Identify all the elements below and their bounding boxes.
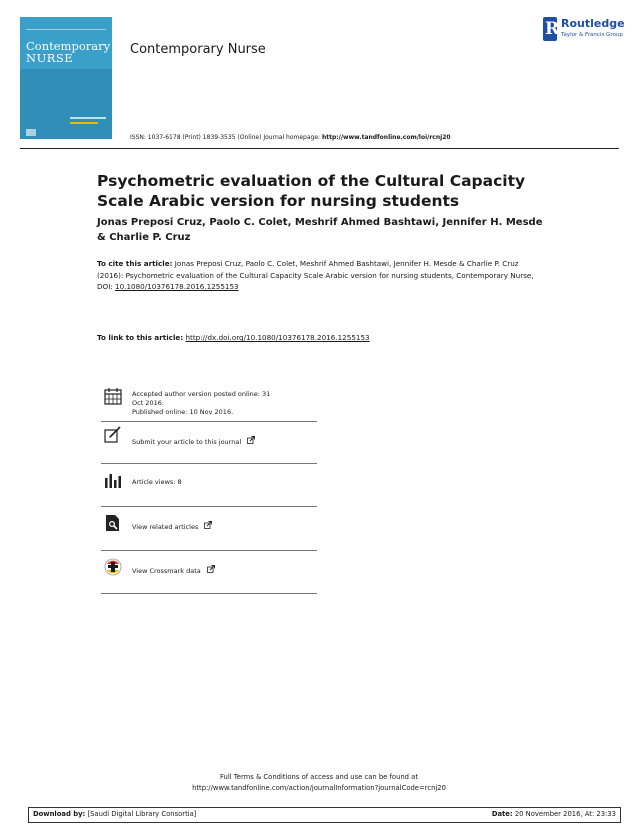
issn-text: ISSN: 1037-6178 (Print) 1839-3535 (Online) Journal homepage: [130,134,321,141]
external-link-icon [247,436,255,444]
info-divider [101,421,317,422]
crossmark-label[interactable]: View Crossmark data [132,567,201,575]
article-title: Psychometric evaluation of the Cultural Capacity Scale Arabic version for nursing students [97,172,526,210]
download-institution: [Saudi Digital Library Consortia] [87,810,197,818]
info-divider [101,593,317,594]
journal-cover-image [20,17,112,139]
accepted-line1: Accepted author version posted online: 31 [132,390,271,398]
date-value: 20 November 2016, At: 23:33 [514,810,616,818]
terms-line1: Full Terms & Conditions of access and use can be found at [220,773,418,781]
cite-label: To cite this article: [97,259,173,268]
journal-title[interactable]: Contemporary Nurse [130,42,266,57]
cover-decoration-line [70,122,98,124]
related-label[interactable]: View related articles [132,523,199,531]
article-doi-link[interactable]: http://dx.doi.org/10.1080/10376178.2016.1255153 [185,333,370,342]
date-label: Date: [491,810,513,818]
header-divider [20,148,619,149]
terms-link[interactable]: http://www.tandfonline.com/action/journalInformation?journalCode=rcnj20 [192,784,446,792]
cover-publisher-logo [26,129,36,136]
cover-decoration-line [70,117,106,119]
external-link-icon [207,565,215,573]
issn-line [130,134,451,141]
article-link-block [97,333,370,342]
cite-doi-link[interactable]: 10.1080/10376178.2016.1255153 [115,282,239,291]
download-info-bar [28,807,621,823]
download-by [33,810,196,818]
info-divider [101,550,317,551]
download-date [492,810,616,818]
citation-block [97,258,542,293]
submit-text[interactable] [132,436,255,447]
routledge-logo-icon: R [545,19,560,39]
accepted-text [132,390,270,417]
crossmark-icon [104,558,122,576]
cover-decoration [26,21,106,30]
accepted-line2: Oct 2016. [132,399,164,407]
cover-title-line1: Contemporary [26,39,111,53]
cover-title-line2: NURSE [26,51,74,65]
journal-homepage-link[interactable]: http://www.tandfonline.com/loi/rcnj20 [321,134,451,141]
search-document-icon [104,514,122,532]
info-divider [101,506,317,507]
edit-icon [104,426,122,444]
info-divider [101,463,317,464]
link-label: To link to this article: [97,333,184,342]
calendar-icon [104,387,122,405]
cite-text: Jonas Preposi Cruz, Paolo C. Colet, Meshrif Ahmed Bashtawi, Jennifer H. Mesde & Charlie P. Cruz (2016): Psychometric evaluation of the Cultural Capacity Scale Arabic version for nursing students, Contemporary Nurse, DOI: [97,259,534,291]
publisher-subtitle: Taylor & Francis Group [561,32,623,38]
publisher-name: Routledge [561,17,625,30]
bar-chart-icon [104,471,122,489]
external-link-icon [204,521,212,529]
terms-block [0,772,638,794]
published-line: Published online: 10 Nov 2016. [132,408,234,416]
related-text[interactable] [132,521,212,532]
article-authors: Jonas Preposi Cruz, Paolo C. Colet, Meshrif Ahmed Bashtawi, Jennifer H. Mesde & Charlie P. Cruz [97,217,543,243]
crossmark-text[interactable] [132,565,215,576]
submit-label[interactable]: Submit your article to this journal [132,438,242,446]
download-label: Download by: [33,810,86,818]
article-views: Article views: 8 [132,478,182,486]
